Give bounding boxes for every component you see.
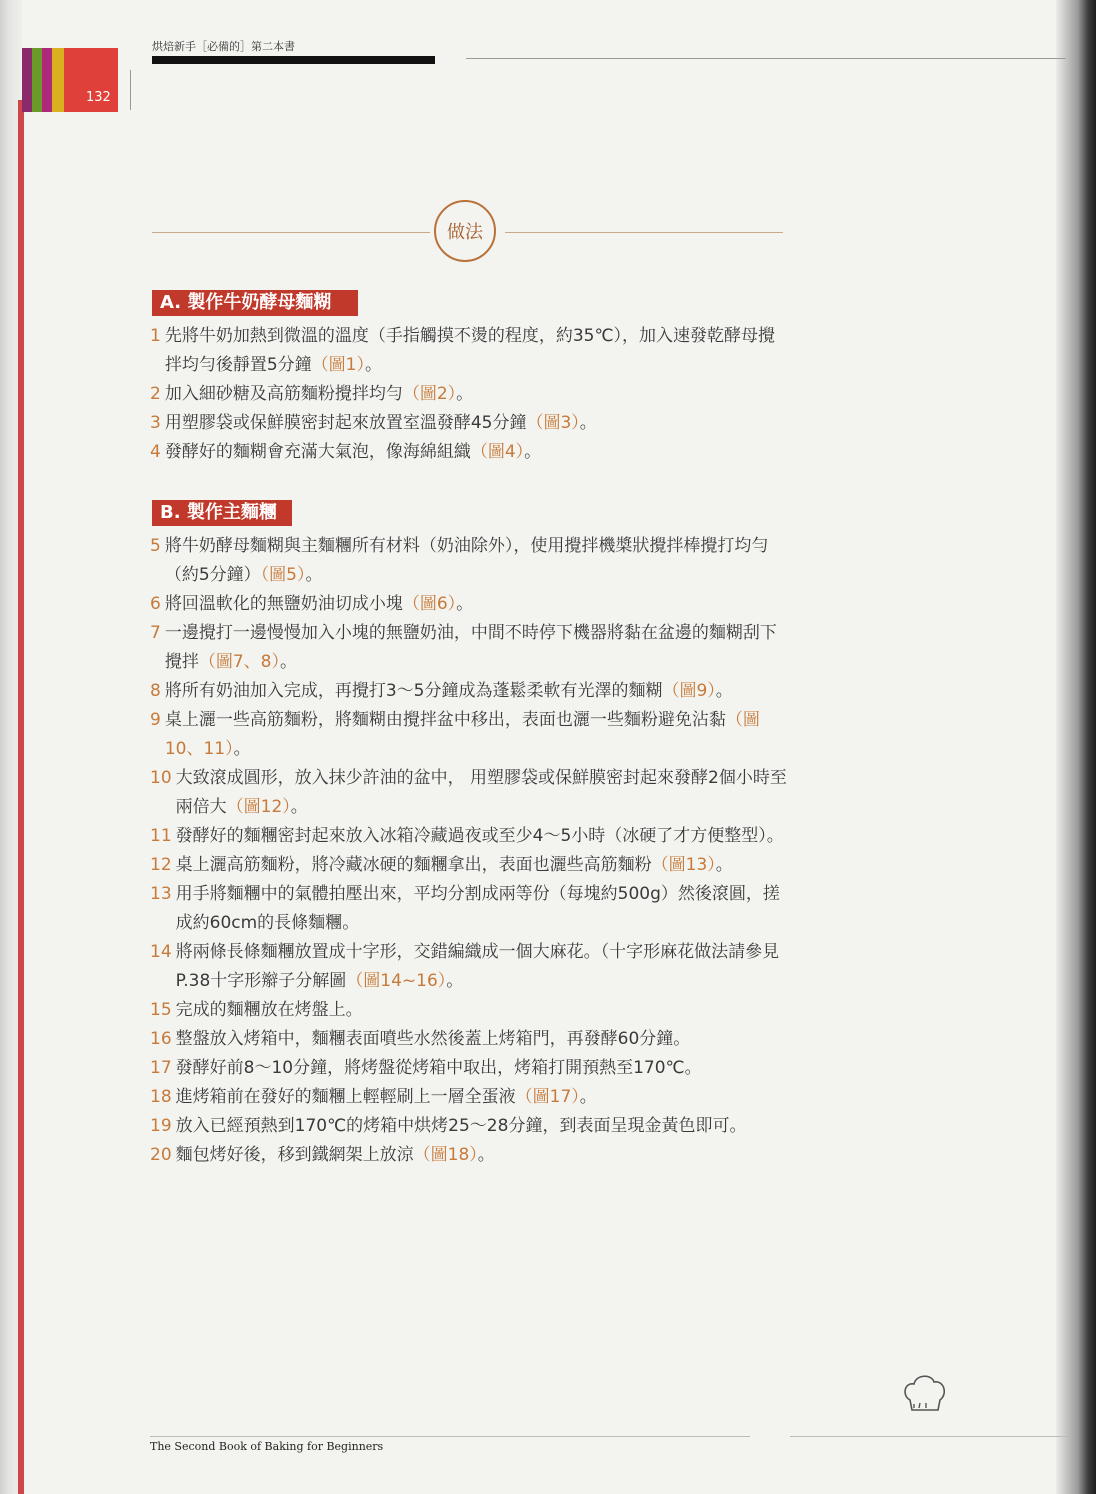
margin-rule [130, 70, 131, 110]
step-body: 發酵好的麵糊會充滿大氣泡，像海綿組織 [164, 442, 471, 462]
step-item [150, 532, 790, 590]
step-item [150, 409, 790, 438]
step-end: 。 [279, 652, 297, 672]
step-text [176, 764, 790, 822]
step-number: 16 [150, 1029, 172, 1049]
method-badge [434, 200, 496, 262]
running-title: 烘焙新手［必備的］第二本書 [152, 40, 295, 53]
step-end: 。 [524, 442, 542, 462]
step-number: 18 [150, 1087, 172, 1107]
step-end: 。 [579, 413, 597, 433]
figure-reference: （圖6） [402, 594, 457, 614]
footer-rule [790, 1436, 1070, 1437]
step-end: 。 [729, 1116, 747, 1136]
figure-reference: （圖13） [651, 855, 716, 875]
part-b-steps [150, 532, 790, 1170]
step-body: 放入已經預熱到170℃的烤箱中烘烤25～28分鐘，到表面呈現金黃色即可 [175, 1116, 730, 1136]
figure-reference: （圖1） [311, 355, 365, 375]
step-body: 發酵好的麵糰密封起來放入冰箱冷藏過夜或至少4～5小時（冰硬了才方便整型） [175, 826, 767, 846]
step-body: 將兩條長條麵糰放置成十字形，交錯編織成一個大麻花。（十字形麻花做法請參見P.38十字形辮子分解圖 [175, 942, 780, 991]
book-binding [1056, 0, 1096, 1494]
step-end: 。 [684, 1058, 702, 1078]
step-body: 先將牛奶加熱到微溫的溫度（手指觸摸不燙的程度，約35℃），加入速發乾酵母攪拌均勻後靜置5分鐘 [164, 326, 776, 375]
step-body: 大致滾成圓形，放入抹少許油的盆中， 用塑膠袋或保鮮膜密封起來發酵2個小時至兩倍大 [175, 768, 787, 817]
method-label: 做法 [447, 222, 483, 243]
figure-reference: （圖7、8） [198, 652, 280, 672]
step-item [150, 996, 790, 1025]
step-number: 20 [150, 1145, 172, 1165]
step-body: 加入細砂糖及高筋麵粉攪拌均勻 [164, 384, 403, 404]
step-end: 。 [579, 1087, 597, 1107]
figure-reference: （圖12） [226, 797, 291, 817]
step-end: 。 [673, 1029, 691, 1049]
header-bar [152, 56, 435, 64]
red-edge-strip [18, 100, 24, 1494]
step-end: 。 [477, 1145, 495, 1165]
step-text [176, 822, 790, 851]
step-text [165, 677, 790, 706]
step-end: 。 [446, 971, 464, 991]
step-item [150, 677, 790, 706]
figure-reference: （圖5） [260, 565, 306, 585]
step-item [150, 1141, 790, 1170]
step-text [165, 619, 790, 677]
step-number: 19 [150, 1116, 172, 1136]
figure-reference: （圖18） [413, 1145, 478, 1165]
part-b-heading: B. 製作主麵糰 [152, 500, 292, 526]
page-number: 132 [86, 90, 111, 105]
step-item [150, 851, 790, 880]
step-number: 8 [150, 681, 161, 701]
figure-reference: （圖14~16） [346, 971, 447, 991]
step-number: 3 [150, 413, 161, 433]
step-number: 5 [150, 536, 161, 556]
step-text [165, 380, 790, 409]
step-text [165, 590, 790, 619]
step-text [176, 1054, 790, 1083]
step-end: 。 [766, 826, 784, 846]
step-item [150, 438, 790, 467]
step-item [150, 1054, 790, 1083]
step-item [150, 1025, 790, 1054]
tab-yellow [52, 48, 64, 112]
step-text [176, 1112, 790, 1141]
step-body: 將回溫軟化的無鹽奶油切成小塊 [164, 594, 403, 614]
step-number: 4 [150, 442, 161, 462]
step-body: 桌上灑一些高筋麵粉，將麵糊由攪拌盆中移出，表面也灑一些麵粉避免沾黏 [164, 710, 726, 730]
step-number: 6 [150, 594, 161, 614]
figure-reference: （圖10、11） [164, 710, 760, 759]
step-end: 。 [342, 913, 360, 933]
step-item [150, 590, 790, 619]
step-text [176, 1141, 790, 1170]
step-body: 用手將麵糰中的氣體拍壓出來，平均分割成兩等份（每塊約500g）然後滾圓，搓成約60cm的長條麵糰 [175, 884, 780, 933]
tab-magenta [42, 48, 52, 112]
step-text [165, 532, 790, 590]
step-number: 17 [150, 1058, 172, 1078]
step-body: 一邊攪打一邊慢慢加入小塊的無鹽奶油，中間不時停下機器將黏在盆邊的麵糊刮下攪拌 [164, 623, 777, 672]
footer-rule [150, 1436, 750, 1437]
step-number: 15 [150, 1000, 172, 1020]
step-item [150, 619, 790, 677]
step-text [176, 1025, 790, 1054]
figure-reference: （圖9） [662, 681, 716, 701]
step-body: 用塑膠袋或保鮮膜密封起來放置室溫發酵45分鐘 [164, 413, 527, 433]
step-body: 將牛奶酵母麵糊與主麵糰所有材料（奶油除外），使用攪拌機槳狀攪拌棒攪打均勻（約5分鐘） [164, 536, 769, 585]
header-rule [466, 58, 1066, 59]
step-item [150, 822, 790, 851]
step-end: 。 [233, 739, 251, 759]
section-rule [505, 232, 783, 233]
step-item [150, 880, 790, 938]
step-number: 2 [150, 384, 161, 404]
step-item [150, 1112, 790, 1141]
tab-purple [22, 48, 32, 112]
step-body: 發酵好前8～10分鐘，將烤盤從烤箱中取出，烤箱打開預熱至170℃ [175, 1058, 685, 1078]
step-end: 。 [456, 384, 474, 404]
step-text [165, 322, 790, 380]
step-text [165, 409, 790, 438]
step-body: 進烤箱前在發好的麵糰上輕輕刷上一層全蛋液 [175, 1087, 516, 1107]
step-body: 完成的麵糰放在烤盤上 [175, 1000, 346, 1020]
footer-book-title: The Second Book of Baking for Beginners [150, 1440, 384, 1453]
step-item [150, 322, 790, 380]
step-number: 14 [150, 942, 172, 962]
step-end: 。 [364, 355, 382, 375]
step-item [150, 380, 790, 409]
step-end: 。 [456, 594, 474, 614]
step-number: 12 [150, 855, 172, 875]
step-end: 。 [305, 565, 323, 585]
step-end: 。 [715, 855, 733, 875]
step-number: 1 [150, 326, 161, 346]
tab-green [32, 48, 42, 112]
step-item [150, 1083, 790, 1112]
step-text [176, 1083, 790, 1112]
step-number: 7 [150, 623, 161, 643]
step-number: 9 [150, 710, 161, 730]
step-text [176, 938, 790, 996]
step-item [150, 706, 790, 764]
figure-reference: （圖17） [515, 1087, 580, 1107]
step-text [165, 438, 790, 467]
step-text [176, 996, 790, 1025]
chef-hat-icon [900, 1370, 950, 1416]
step-number: 13 [150, 884, 172, 904]
step-body: 整盤放入烤箱中，麵糰表面噴些水然後蓋上烤箱門，再發酵60分鐘 [175, 1029, 674, 1049]
figure-reference: （圖4） [470, 442, 525, 462]
step-text [176, 851, 790, 880]
figure-reference: （圖2） [402, 384, 457, 404]
step-body: 將所有奶油加入完成，再攪打3～5分鐘成為蓬鬆柔軟有光澤的麵糊 [164, 681, 663, 701]
step-end: 。 [715, 681, 733, 701]
step-end: 。 [345, 1000, 363, 1020]
step-body: 桌上灑高筋麵粉，將冷藏冰硬的麵糰拿出，表面也灑些高筋麵粉 [175, 855, 652, 875]
step-item [150, 938, 790, 996]
part-a-heading: A. 製作牛奶酵母麵糊 [152, 290, 358, 316]
part-a-steps [150, 322, 790, 467]
step-number: 11 [150, 826, 172, 846]
step-number: 10 [150, 768, 172, 788]
step-item [150, 764, 790, 822]
step-text [176, 880, 790, 938]
section-rule [152, 232, 430, 233]
step-text [165, 706, 790, 764]
step-body: 麵包烤好後，移到鐵網架上放涼 [175, 1145, 414, 1165]
step-end: 。 [290, 797, 308, 817]
figure-reference: （圖3） [526, 413, 580, 433]
